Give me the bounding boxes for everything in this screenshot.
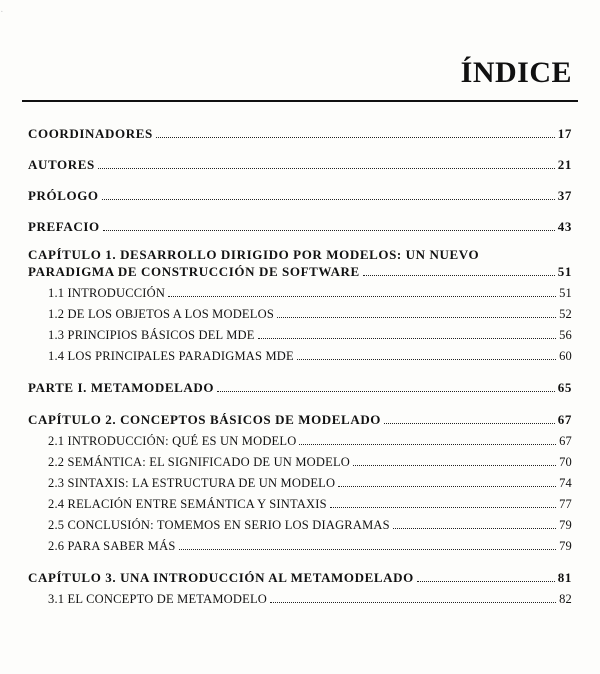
toc-entry-label-line1: CAPÍTULO 1. DESARROLLO DIRIGIDO POR MODELOS: UN NUEVO <box>28 247 480 262</box>
toc-entry-label: 1.2 DE LOS OBJETOS A LOS MODELOS <box>48 307 274 321</box>
toc-entry-page: 52 <box>559 307 572 321</box>
toc-entry-2-6[interactable] <box>28 538 572 554</box>
toc-entry-label: PARADIGMA DE CONSTRUCCIÓN DE SOFTWARE <box>28 264 360 279</box>
dot-leader <box>297 358 556 360</box>
toc-entry-label: 2.5 CONCLUSIÓN: TOMEMOS EN SERIO LOS DIAGRAMAS <box>48 518 390 532</box>
toc-entry-page: 56 <box>559 328 572 342</box>
toc-entry-page: 51 <box>559 286 572 300</box>
toc-entry-label: PARTE I. METAMODELADO <box>28 380 215 395</box>
toc-entry-page: 81 <box>557 570 572 585</box>
toc-entry-3-1[interactable] <box>28 591 572 607</box>
dot-leader <box>168 295 556 297</box>
toc-entry-label: 1.4 LOS PRINCIPALES PARADIGMAS MDE <box>48 349 294 363</box>
toc-entry-page: 17 <box>557 126 572 141</box>
toc-entry-autores[interactable] <box>28 157 572 173</box>
dot-leader <box>217 390 555 392</box>
toc-entry-label: AUTORES <box>28 157 95 172</box>
toc-entry-prefacio[interactable] <box>28 219 572 235</box>
toc-entry-capitulo-2[interactable] <box>28 412 572 428</box>
dot-leader <box>102 198 555 200</box>
toc-entry-label: COORDINADORES <box>28 126 153 141</box>
dot-leader <box>270 601 556 603</box>
toc-entry-capitulo-3[interactable] <box>28 570 572 586</box>
dot-leader <box>156 136 555 138</box>
toc-entry-page: 79 <box>559 539 572 553</box>
toc-entry-2-1[interactable] <box>28 433 572 449</box>
toc-entry-page: 37 <box>557 188 572 203</box>
dot-leader <box>417 580 555 582</box>
toc-entry-label: 2.4 RELACIÓN ENTRE SEMÁNTICA Y SINTAXIS <box>48 497 327 511</box>
toc-entry-label: PREFACIO <box>28 219 100 234</box>
toc-entry-1-1[interactable] <box>28 285 572 301</box>
toc-entry-label: 3.1 EL CONCEPTO DE METAMODELO <box>48 592 268 606</box>
toc-entry-page: 65 <box>557 380 572 395</box>
toc-entry-1-3[interactable] <box>28 327 572 343</box>
toc-entry-label: PRÓLOGO <box>28 188 99 203</box>
toc-entry-page: 67 <box>557 412 572 427</box>
toc-entry-page: 74 <box>559 476 572 490</box>
dot-leader <box>258 337 556 339</box>
toc-entry-page: 82 <box>559 592 572 606</box>
table-of-contents <box>28 126 572 607</box>
dot-leader <box>103 229 555 231</box>
toc-entry-page: 77 <box>559 497 572 511</box>
toc-entry-page: 60 <box>559 349 572 363</box>
toc-entry-label: 2.6 PARA SABER MÁS <box>48 539 176 553</box>
toc-entry-label: 1.3 PRINCIPIOS BÁSICOS DEL MDE <box>48 328 255 342</box>
dot-leader <box>338 485 556 487</box>
toc-entry-page: 51 <box>557 264 572 279</box>
dot-leader <box>179 548 557 550</box>
toc-entry-label: CAPÍTULO 3. UNA INTRODUCCIÓN AL METAMODELADO <box>28 570 414 585</box>
toc-entry-page: 70 <box>559 455 572 469</box>
toc-entry-label: 2.3 SINTAXIS: LA ESTRUCTURA DE UN MODELO <box>48 476 336 490</box>
toc-entry-prologo[interactable] <box>28 188 572 204</box>
toc-entry-coordinadores[interactable] <box>28 126 572 142</box>
toc-entry-page: 79 <box>559 518 572 532</box>
dot-leader <box>299 443 556 445</box>
toc-entry-capitulo-1[interactable] <box>28 247 572 280</box>
toc-entry-page: 43 <box>557 219 572 234</box>
toc-entry-parte-1[interactable] <box>28 380 572 396</box>
toc-entry-1-4[interactable] <box>28 348 572 364</box>
toc-entry-2-5[interactable] <box>28 517 572 533</box>
toc-entry-2-4[interactable] <box>28 496 572 512</box>
dot-leader <box>277 316 556 318</box>
toc-entry-label: CAPÍTULO 2. CONCEPTOS BÁSICOS DE MODELADO <box>28 412 382 427</box>
dot-leader <box>98 167 555 169</box>
dot-leader <box>353 464 556 466</box>
page-title: ÍNDICE <box>460 56 572 89</box>
dot-leader <box>393 527 556 529</box>
toc-entry-2-2[interactable] <box>28 454 572 470</box>
dot-leader <box>330 506 556 508</box>
dot-leader <box>363 274 555 276</box>
toc-entry-page: 21 <box>557 157 572 172</box>
dot-leader <box>384 422 555 424</box>
toc-entry-2-3[interactable] <box>28 475 572 491</box>
toc-entry-1-2[interactable] <box>28 306 572 322</box>
toc-entry-page: 67 <box>559 434 572 448</box>
title-rule <box>22 100 578 102</box>
toc-entry-label: 2.1 INTRODUCCIÓN: QUÉ ES UN MODELO <box>48 434 297 448</box>
toc-entry-label: 2.2 SEMÁNTICA: EL SIGNIFICADO DE UN MODELO <box>48 455 351 469</box>
toc-entry-label: 1.1 INTRODUCCIÓN <box>48 286 166 300</box>
